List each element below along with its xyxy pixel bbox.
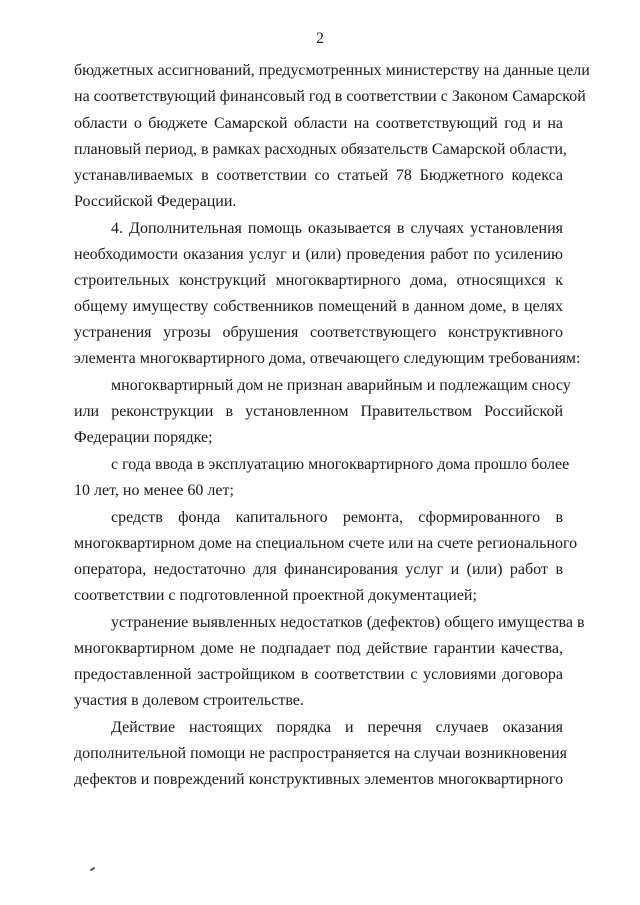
scan-speck: [90, 867, 95, 871]
text-line: 4. Дополнительная помощь оказывается в случаях установления: [111, 220, 563, 237]
text-line: участия в долевом строительстве.: [74, 692, 304, 709]
text-line: области о бюджете Самарской области на соответствующий год и на: [74, 115, 563, 132]
text-line: бюджетных ассигнований, предусмотренных министерству на данные цели: [74, 62, 590, 79]
text-line: устранение выявленных недостатков (дефектов) общего имущества в: [111, 614, 585, 631]
text-line: Российской Федерации.: [74, 193, 237, 210]
text-line: элемента многоквартирного дома, отвечающего следующим требованиям:: [74, 350, 581, 367]
text-line: средств фонда капитального ремонта, сформированного в: [111, 509, 563, 526]
text-line: устанавливаемых в соответствии со статьей 78 Бюджетного кодекса: [74, 167, 563, 184]
text-line: соответствии с подготовленной проектной документацией;: [74, 587, 477, 604]
page-number: 2: [316, 30, 324, 47]
text-line: плановый период, в рамках расходных обязательств Самарской области,: [74, 141, 567, 158]
text-line: Федерации порядке;: [74, 429, 213, 446]
text-line: или реконструкции в установленном Правительством Российской: [74, 403, 563, 420]
text-line: предоставленной застройщиком в соответствии с условиями договора: [74, 666, 563, 683]
text-line: многоквартирном доме на специальном счете или на счете регионального: [74, 535, 578, 552]
text-line: с года ввода в эксплуатацию многоквартирного дома прошло более: [111, 456, 570, 473]
text-line: оператора, недостаточно для финансирования услуг и (или) работ в: [74, 561, 563, 578]
text-line: устранения угрозы обрушения соответствующего конструктивного: [74, 324, 563, 341]
text-line: дефектов и повреждений конструктивных элементов многоквартирного: [74, 771, 564, 788]
text-line: на соответствующий финансовый год в соответствии с Законом Самарской: [74, 88, 586, 105]
text-line: 10 лет, но менее 60 лет;: [74, 482, 234, 499]
text-line: многоквартирном доме не подпадает под действие гарантии качества,: [74, 640, 563, 657]
text-line: необходимости оказания услуг и (или) проведения работ по усилению: [74, 246, 563, 263]
text-line: дополнительной помощи не распространяется на случаи возникновения: [74, 745, 567, 762]
text-line: Действие настоящих порядка и перечня случаев оказания: [111, 719, 563, 736]
text-line: строительных конструкций многоквартирного дома, относящихся к: [74, 272, 563, 289]
text-line: многоквартирный дом не признан аварийным и подлежащим сносу: [111, 377, 571, 394]
text-line: общему имуществу собственников помещений в данном доме, в целях: [74, 298, 563, 315]
